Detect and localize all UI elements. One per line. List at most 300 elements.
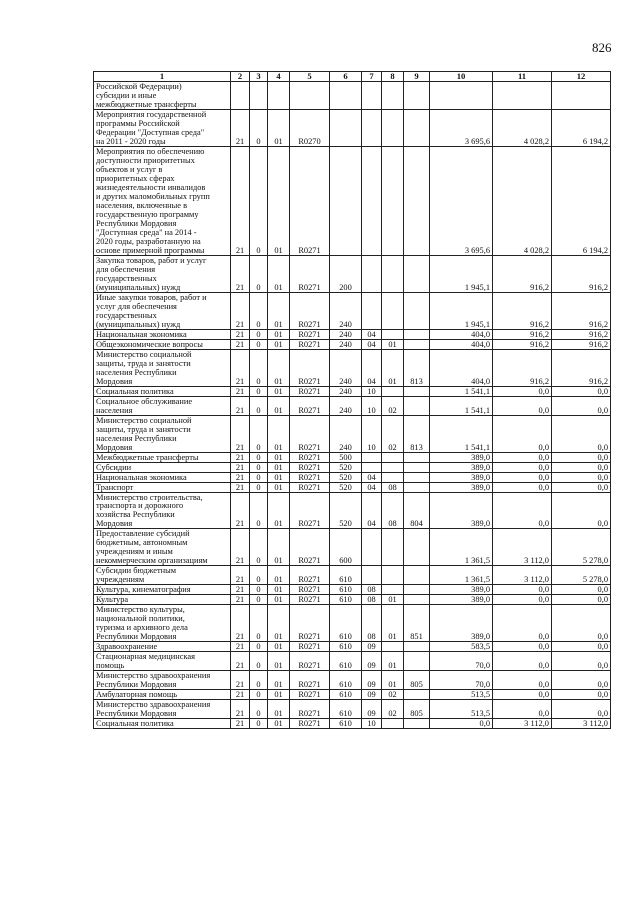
main-event-code: 01 (268, 719, 290, 729)
amount-col-11: 3 112,0 (493, 719, 552, 729)
table-body (94, 82, 611, 729)
main-event-code: 01 (268, 339, 290, 349)
subprogram-code: 0 (250, 690, 268, 700)
ministry-code: 805 (404, 671, 430, 690)
amount-col-11: 0,0 (493, 585, 552, 595)
main-event-code: 01 (268, 529, 290, 566)
subprogram-code: 0 (250, 462, 268, 472)
expense-type-code (330, 147, 362, 256)
ministry-code (404, 595, 430, 605)
section-code: 04 (362, 492, 382, 529)
direction-code: R0271 (290, 339, 330, 349)
row-name: Общеэкономические вопросы (94, 339, 231, 349)
table-row (94, 642, 611, 652)
expense-type-code (330, 110, 362, 147)
section-code: 10 (362, 719, 382, 729)
subprogram-code: 0 (250, 110, 268, 147)
page-number: 826 (592, 40, 612, 55)
ministry-code (404, 529, 430, 566)
direction-code: R0271 (290, 585, 330, 595)
direction-code: R0271 (290, 472, 330, 482)
section-code: 04 (362, 339, 382, 349)
expense-type-code: 520 (330, 492, 362, 529)
amount-col-12: 0,0 (552, 452, 611, 462)
main-event-code: 01 (268, 452, 290, 462)
main-event-code: 01 (268, 147, 290, 256)
amount-col-10: 389,0 (430, 595, 493, 605)
direction-code: R0271 (290, 386, 330, 396)
ministry-code (404, 690, 430, 700)
table-row (94, 452, 611, 462)
main-event-code: 01 (268, 605, 290, 642)
amount-col-12: 5 278,0 (552, 566, 611, 585)
table-row (94, 700, 611, 719)
subprogram-code: 0 (250, 652, 268, 671)
ministry-code: 851 (404, 605, 430, 642)
row-name: Министерство строительства, транспорта и дорожного хозяйства Республики Мордовия (94, 492, 231, 529)
amount-col-12: 0,0 (552, 605, 611, 642)
row-name: Межбюджетные трансферты (94, 452, 231, 462)
subprogram-code: 0 (250, 700, 268, 719)
direction-code: R0271 (290, 690, 330, 700)
section-code (362, 110, 382, 147)
expense-type-code: 610 (330, 671, 362, 690)
expense-type-code: 240 (330, 396, 362, 415)
row-name: Министерство здравоохранения Республики Мордовия (94, 671, 231, 690)
direction-code: R0271 (290, 642, 330, 652)
table-row (94, 292, 611, 329)
program-code: 21 (231, 595, 250, 605)
subprogram-code: 0 (250, 396, 268, 415)
direction-code: R0271 (290, 700, 330, 719)
main-event-code: 01 (268, 482, 290, 492)
main-event-code: 01 (268, 642, 290, 652)
subprogram-code: 0 (250, 595, 268, 605)
subprogram-code: 0 (250, 415, 268, 452)
subsection-code (382, 255, 404, 292)
program-code: 21 (231, 147, 250, 256)
program-code: 21 (231, 452, 250, 462)
amount-col-11: 0,0 (493, 452, 552, 462)
subsection-code (382, 529, 404, 566)
amount-col-12: 6 194,2 (552, 110, 611, 147)
expense-type-code: 610 (330, 642, 362, 652)
section-code: 08 (362, 595, 382, 605)
row-name: Иные закупки товаров, работ и услуг для обеспечения государственных (муниципальных) нужд (94, 292, 231, 329)
direction-code: R0271 (290, 415, 330, 452)
program-code: 21 (231, 472, 250, 482)
ministry-code (404, 482, 430, 492)
amount-col-10 (430, 82, 493, 110)
subprogram-code: 0 (250, 147, 268, 256)
amount-col-11: 0,0 (493, 642, 552, 652)
table-row (94, 529, 611, 566)
amount-col-11: 0,0 (493, 671, 552, 690)
program-code: 21 (231, 690, 250, 700)
table-row (94, 671, 611, 690)
direction-code: R0271 (290, 671, 330, 690)
expense-type-code: 240 (330, 339, 362, 349)
table-row (94, 147, 611, 256)
amount-col-12: 0,0 (552, 415, 611, 452)
amount-col-12: 916,2 (552, 329, 611, 339)
row-name: Министерство социальной защиты, труда и занятости населения Республики Мордовия (94, 415, 231, 452)
amount-col-12: 0,0 (552, 386, 611, 396)
amount-col-12: 0,0 (552, 652, 611, 671)
main-event-code: 01 (268, 595, 290, 605)
row-name: Социальное обслуживание населения (94, 396, 231, 415)
amount-col-10: 389,0 (430, 452, 493, 462)
section-code (362, 292, 382, 329)
column-header: 7 (362, 72, 382, 82)
main-event-code: 01 (268, 386, 290, 396)
expense-type-code: 610 (330, 595, 362, 605)
expense-type-code: 610 (330, 566, 362, 585)
direction-code: R0271 (290, 396, 330, 415)
section-code (362, 255, 382, 292)
main-event-code: 01 (268, 671, 290, 690)
direction-code: R0271 (290, 462, 330, 472)
section-code: 09 (362, 671, 382, 690)
program-code: 21 (231, 700, 250, 719)
amount-col-11: 0,0 (493, 386, 552, 396)
section-code: 09 (362, 642, 382, 652)
section-code: 04 (362, 482, 382, 492)
ministry-code: 813 (404, 415, 430, 452)
subprogram-code: 0 (250, 719, 268, 729)
subprogram-code: 0 (250, 585, 268, 595)
program-code: 21 (231, 652, 250, 671)
amount-col-10: 1 945,1 (430, 292, 493, 329)
expense-type-code: 500 (330, 452, 362, 462)
subsection-code: 01 (382, 339, 404, 349)
amount-col-10: 1 541,1 (430, 415, 493, 452)
subprogram-code: 0 (250, 386, 268, 396)
row-name: Предоставление субсидий бюджетным, автономным учреждениям и иным некоммерческим организациям (94, 529, 231, 566)
main-event-code: 01 (268, 349, 290, 386)
amount-col-10: 3 695,6 (430, 147, 493, 256)
section-code: 09 (362, 652, 382, 671)
program-code: 21 (231, 329, 250, 339)
amount-col-10: 1 541,1 (430, 386, 493, 396)
row-name: Культура (94, 595, 231, 605)
section-code: 08 (362, 605, 382, 642)
subprogram-code: 0 (250, 482, 268, 492)
program-code: 21 (231, 492, 250, 529)
section-code: 04 (362, 329, 382, 339)
subsection-code: 01 (382, 652, 404, 671)
table-row (94, 415, 611, 452)
expense-type-code: 610 (330, 690, 362, 700)
ministry-code (404, 462, 430, 472)
program-code: 21 (231, 605, 250, 642)
direction-code: R0271 (290, 329, 330, 339)
row-name: Культура, кинематография (94, 585, 231, 595)
amount-col-10: 404,0 (430, 339, 493, 349)
subsection-code: 01 (382, 595, 404, 605)
table-row (94, 255, 611, 292)
section-code (362, 566, 382, 585)
expense-type-code: 240 (330, 349, 362, 386)
program-code: 21 (231, 462, 250, 472)
main-event-code: 01 (268, 292, 290, 329)
amount-col-11: 0,0 (493, 652, 552, 671)
expense-type-code: 520 (330, 462, 362, 472)
ministry-code (404, 566, 430, 585)
direction-code: R0271 (290, 719, 330, 729)
table-row (94, 719, 611, 729)
row-name: Российской Федерации) субсидии и иные межбюджетные трансферты (94, 82, 231, 110)
program-code (231, 82, 250, 110)
subsection-code: 08 (382, 492, 404, 529)
amount-col-11: 0,0 (493, 700, 552, 719)
amount-col-11: 3 112,0 (493, 566, 552, 585)
amount-col-10: 389,0 (430, 605, 493, 642)
main-event-code: 01 (268, 492, 290, 529)
row-name: Субсидии бюджетным учреждениям (94, 566, 231, 585)
main-event-code: 01 (268, 652, 290, 671)
amount-col-11: 916,2 (493, 349, 552, 386)
main-event-code: 01 (268, 329, 290, 339)
main-event-code: 01 (268, 396, 290, 415)
table-row (94, 652, 611, 671)
main-event-code: 01 (268, 255, 290, 292)
ministry-code (404, 292, 430, 329)
column-header: 4 (268, 72, 290, 82)
column-header: 10 (430, 72, 493, 82)
ministry-code (404, 472, 430, 482)
table-row (94, 82, 611, 110)
row-name: Мероприятия по обеспечению доступности приоритетных объектов и услуг в приоритетных сферах жизнедеятельности инвалидов и других маломобильных групп населения, включенные в государственную программу Республики Мордовия "Доступная среда" на 2014 - 2020 годы, разработанную на основе примерной программы (94, 147, 231, 256)
expense-type-code: 240 (330, 329, 362, 339)
direction-code: R0271 (290, 147, 330, 256)
subsection-code (382, 147, 404, 256)
subprogram-code: 0 (250, 255, 268, 292)
amount-col-11: 0,0 (493, 690, 552, 700)
amount-col-10: 1 541,1 (430, 396, 493, 415)
amount-col-12: 916,2 (552, 339, 611, 349)
program-code: 21 (231, 386, 250, 396)
column-header: 3 (250, 72, 268, 82)
column-header: 6 (330, 72, 362, 82)
subprogram-code: 0 (250, 529, 268, 566)
section-code: 10 (362, 396, 382, 415)
amount-col-11 (493, 82, 552, 110)
section-code (362, 529, 382, 566)
subsection-code (382, 292, 404, 329)
program-code: 21 (231, 255, 250, 292)
program-code: 21 (231, 110, 250, 147)
amount-col-11: 0,0 (493, 415, 552, 452)
amount-col-12: 0,0 (552, 585, 611, 595)
row-name: Национальная экономика (94, 472, 231, 482)
expense-type-code: 610 (330, 585, 362, 595)
ministry-code: 813 (404, 349, 430, 386)
amount-col-10: 3 695,6 (430, 110, 493, 147)
subprogram-code: 0 (250, 671, 268, 690)
section-code: 09 (362, 690, 382, 700)
section-code: 10 (362, 386, 382, 396)
amount-col-12: 0,0 (552, 700, 611, 719)
amount-col-12: 3 112,0 (552, 719, 611, 729)
column-header: 5 (290, 72, 330, 82)
main-event-code: 01 (268, 690, 290, 700)
direction-code: R0270 (290, 110, 330, 147)
direction-code: R0271 (290, 492, 330, 529)
column-header: 9 (404, 72, 430, 82)
program-code: 21 (231, 529, 250, 566)
main-event-code: 01 (268, 700, 290, 719)
budget-table (93, 71, 611, 729)
main-event-code: 01 (268, 462, 290, 472)
subsection-code: 02 (382, 700, 404, 719)
ministry-code (404, 110, 430, 147)
table-row (94, 349, 611, 386)
direction-code: R0271 (290, 452, 330, 462)
amount-col-10: 389,0 (430, 492, 493, 529)
expense-type-code: 520 (330, 482, 362, 492)
amount-col-12: 0,0 (552, 396, 611, 415)
expense-type-code: 200 (330, 255, 362, 292)
amount-col-12: 0,0 (552, 595, 611, 605)
amount-col-12: 916,2 (552, 292, 611, 329)
subprogram-code: 0 (250, 349, 268, 386)
amount-col-10: 389,0 (430, 482, 493, 492)
section-code (362, 452, 382, 462)
main-event-code (268, 82, 290, 110)
ministry-code (404, 255, 430, 292)
amount-col-11: 916,2 (493, 255, 552, 292)
subprogram-code: 0 (250, 329, 268, 339)
amount-col-10: 70,0 (430, 652, 493, 671)
amount-col-11: 0,0 (493, 462, 552, 472)
subsection-code (382, 472, 404, 482)
amount-col-11: 916,2 (493, 292, 552, 329)
subsection-code (382, 110, 404, 147)
subprogram-code: 0 (250, 452, 268, 462)
direction-code: R0271 (290, 482, 330, 492)
program-code: 21 (231, 482, 250, 492)
row-name: Закупка товаров, работ и услуг для обеспечения государственных (муниципальных) нужд (94, 255, 231, 292)
table-row (94, 339, 611, 349)
expense-type-code (330, 82, 362, 110)
subsection-code (382, 452, 404, 462)
subprogram-code: 0 (250, 492, 268, 529)
row-name: Министерство культуры, национальной политики, туризма и архивного дела Республики Мордовия (94, 605, 231, 642)
table-row (94, 585, 611, 595)
expense-type-code: 240 (330, 292, 362, 329)
table-row (94, 329, 611, 339)
row-name: Министерство социальной защиты, труда и занятости населения Республики Мордовия (94, 349, 231, 386)
amount-col-10: 1 361,5 (430, 566, 493, 585)
direction-code: R0271 (290, 605, 330, 642)
program-code: 21 (231, 585, 250, 595)
amount-col-12: 0,0 (552, 671, 611, 690)
column-header: 2 (231, 72, 250, 82)
direction-code (290, 82, 330, 110)
subprogram-code: 0 (250, 642, 268, 652)
ministry-code (404, 82, 430, 110)
amount-col-12 (552, 82, 611, 110)
ministry-code (404, 147, 430, 256)
amount-col-11: 0,0 (493, 472, 552, 482)
amount-col-11: 4 028,2 (493, 110, 552, 147)
row-name: Стационарная медицинская помощь (94, 652, 231, 671)
amount-col-10: 389,0 (430, 472, 493, 482)
table-row (94, 396, 611, 415)
subprogram-code (250, 82, 268, 110)
subprogram-code: 0 (250, 472, 268, 482)
program-code: 21 (231, 719, 250, 729)
ministry-code (404, 339, 430, 349)
section-code: 10 (362, 415, 382, 452)
ministry-code (404, 652, 430, 671)
section-code: 08 (362, 585, 382, 595)
ministry-code: 805 (404, 700, 430, 719)
section-code: 04 (362, 472, 382, 482)
direction-code: R0271 (290, 566, 330, 585)
subsection-code (382, 585, 404, 595)
expense-type-code: 240 (330, 386, 362, 396)
direction-code: R0271 (290, 595, 330, 605)
column-header: 12 (552, 72, 611, 82)
amount-col-11: 0,0 (493, 605, 552, 642)
expense-type-code: 520 (330, 472, 362, 482)
subsection-code: 01 (382, 605, 404, 642)
program-code: 21 (231, 292, 250, 329)
direction-code: R0271 (290, 255, 330, 292)
subprogram-code: 0 (250, 566, 268, 585)
column-header: 8 (382, 72, 404, 82)
subsection-code: 02 (382, 396, 404, 415)
program-code: 21 (231, 671, 250, 690)
amount-col-10: 389,0 (430, 585, 493, 595)
subsection-code (382, 462, 404, 472)
column-header: 1 (94, 72, 231, 82)
expense-type-code: 610 (330, 719, 362, 729)
row-name: Амбулаторная помощь (94, 690, 231, 700)
amount-col-11: 4 028,2 (493, 147, 552, 256)
column-header: 11 (493, 72, 552, 82)
main-event-code: 01 (268, 566, 290, 585)
direction-code: R0271 (290, 349, 330, 386)
subsection-code (382, 566, 404, 585)
table-row (94, 690, 611, 700)
row-name: Здравоохранение (94, 642, 231, 652)
amount-col-12: 916,2 (552, 349, 611, 386)
program-code: 21 (231, 396, 250, 415)
direction-code: R0271 (290, 652, 330, 671)
subsection-code (382, 82, 404, 110)
amount-col-12: 0,0 (552, 472, 611, 482)
amount-col-10: 389,0 (430, 462, 493, 472)
amount-col-10: 583,5 (430, 642, 493, 652)
table-row (94, 605, 611, 642)
amount-col-10: 0,0 (430, 719, 493, 729)
amount-col-12: 0,0 (552, 462, 611, 472)
main-event-code: 01 (268, 415, 290, 452)
amount-col-12: 0,0 (552, 690, 611, 700)
expense-type-code: 610 (330, 605, 362, 642)
amount-col-10: 404,0 (430, 349, 493, 386)
amount-col-11: 0,0 (493, 492, 552, 529)
amount-col-12: 6 194,2 (552, 147, 611, 256)
row-name: Субсидии (94, 462, 231, 472)
table-row (94, 462, 611, 472)
subsection-code: 01 (382, 671, 404, 690)
subsection-code (382, 386, 404, 396)
section-code (362, 147, 382, 256)
